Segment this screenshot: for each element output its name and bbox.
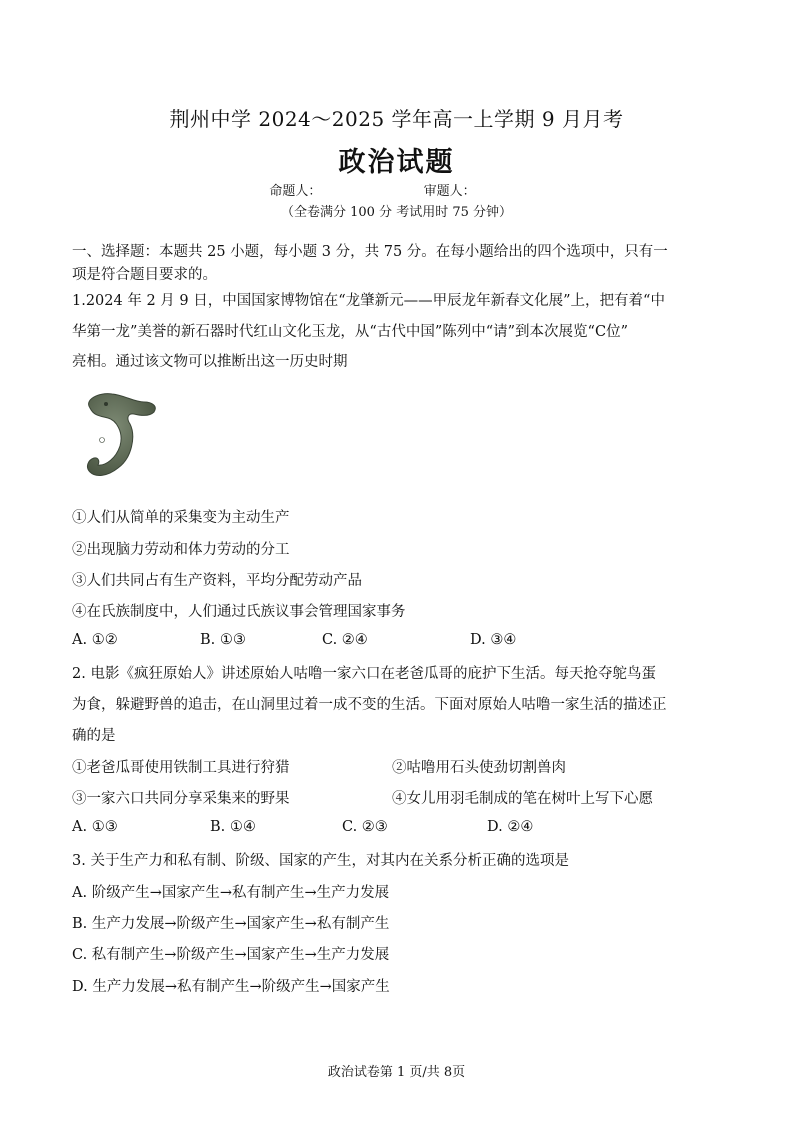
q2-option-b[interactable]: B. ①④ [210,819,256,835]
q2-statement-1: ①老爸瓜哥使用铁制工具进行狩猎 [72,760,290,776]
q1-option-b[interactable]: B. ①③ [200,632,246,648]
setter-label: 命题人： [269,184,322,199]
q1-option-d[interactable]: D. ③④ [470,632,517,648]
q3-option-b[interactable]: B. 生产力发展→阶级产生→国家产生→私有制产生 [72,916,390,932]
exam-title: 荆州中学 2024～2025 学年高一上学期 9 月月考 [169,107,624,131]
q1-statement-2: ②出现脑力劳动和体力劳动的分工 [72,542,290,558]
q2-statement-3: ③一家六口共同分享采集来的野果 [72,791,290,807]
q1-stem-line-1: 1.2024 年 2 月 9 日，中国国家博物馆在“龙肇新元——甲辰龙年新春文化展”上，把有着“中 [72,293,665,309]
jade-dragon-image [72,386,164,488]
q2-stem-line-3: 确的是 [72,728,116,744]
section-instructions-line-1: 一、选择题：本题共 25 小题，每小题 3 分，共 75 分。在每小题给出的四个选项中，只有一 [72,244,668,260]
q1-statement-4: ④在氏族制度中，人们通过氏族议事会管理国家事务 [72,604,406,620]
q3-option-c[interactable]: C. 私有制产生→阶级产生→国家产生→生产力发展 [72,947,390,963]
q2-option-c[interactable]: C. ②③ [342,819,388,835]
q2-option-a[interactable]: A. ①③ [72,819,118,835]
q2-stem-line-2: 为食，躲避野兽的追击，在山洞里过着一成不变的生活。下面对原始人咕噜一家生活的描述正 [72,697,667,713]
q1-statement-1: ①人们从简单的采集变为主动生产 [72,510,290,526]
q3-option-a[interactable]: A. 阶级产生→国家产生→私有制产生→生产力发展 [72,885,390,901]
exam-note: （全卷满分 100 分 考试用时 75 分钟） [280,205,513,220]
q3-stem: 3. 关于生产力和私有制、阶级、国家的产生，对其内在关系分析正确的选项是 [72,853,569,869]
reviewer-label: 审题人： [423,184,476,199]
exam-subject: 政治试题 [338,147,455,178]
q2-stem-line-1: 2. 电影《疯狂原始人》讲述原始人咕噜一家六口在老爸瓜哥的庇护下生活。每天抢夺鸵鸟蛋 [72,666,656,682]
q1-option-a[interactable]: A. ①② [72,632,118,648]
q1-option-c[interactable]: C. ②④ [322,632,368,648]
q2-statement-4: ④女儿用羽毛制成的笔在树叶上写下心愿 [392,791,653,807]
q1-stem-line-2: 华第一龙”美誉的新石器时代红山文化玉龙，从“古代中国”陈列中“请”到本次展览“C位” [72,324,628,340]
exam-staff [0,180,793,199]
page-footer: 政治试卷第 1 页/共 8页 [327,1065,466,1080]
q2-statement-2: ②咕噜用石头使劲切割兽肉 [392,760,566,776]
q1-statement-3: ③人们共同占有生产资料，平均分配劳动产品 [72,573,362,589]
section-instructions-line-2: 项是符合题目要求的。 [72,267,217,283]
q2-option-d[interactable]: D. ②④ [487,819,534,835]
q1-stem-line-3: 亮相。通过该文物可以推断出这一历史时期 [72,354,348,370]
q3-option-d[interactable]: D. 生产力发展→私有制产生→阶级产生→国家产生 [72,979,390,995]
